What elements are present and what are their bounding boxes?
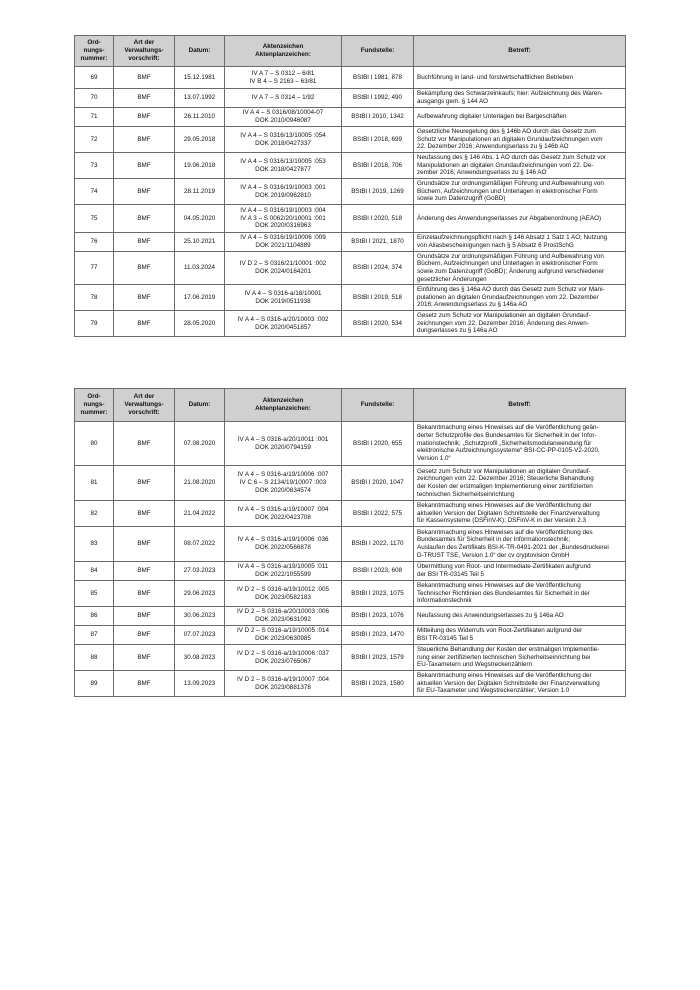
- cell-line: Bekanntmachung eines Hinweises auf die Veröffentlichung des: [417, 528, 593, 536]
- cell-aktenzeichen: [225, 233, 342, 252]
- cell-line: D-TRUST TSE, Version 1.0“ der cv cryptovision GmbH: [417, 551, 570, 559]
- cell-datum: 30.08.2023: [175, 645, 225, 671]
- cell-nr: 77: [75, 252, 114, 285]
- cell-art: BMF: [114, 562, 175, 581]
- cell-nr: 85: [75, 581, 114, 607]
- cell-line: IV A 4 – S 0316-a/20/10003 :002: [237, 315, 329, 323]
- cell-aktenzeichen: [225, 422, 342, 466]
- cell-fundstelle: BStBl I 2024, 374: [342, 252, 414, 285]
- table-header: [75, 36, 626, 67]
- cell-line: für EU-Taxameter und Wegstreckenzähler; Version 1.0: [417, 687, 570, 695]
- cell-datum: 13.09.2023: [175, 671, 225, 697]
- cell-nr: 74: [75, 179, 114, 205]
- cell-line: DOK 2023/0630985: [255, 635, 311, 642]
- cell-nr: 87: [75, 626, 114, 645]
- cell-art: BMF: [114, 626, 175, 645]
- cell-line: DOK 2019/0962810: [255, 191, 311, 199]
- cell-line: DOK 2021/1104889: [255, 242, 311, 249]
- cell-fundstelle: BStBl I 2019, 1269: [342, 179, 414, 205]
- cell-line: DOK 2022/1055599: [255, 571, 311, 578]
- cell-datum: 08.07.2022: [175, 527, 225, 562]
- cell-line: IV D 2 – S 0316-a/19/10006 :037: [236, 649, 330, 657]
- cell-aktenzeichen: [225, 562, 342, 581]
- cell-line: IV A 4 – S 0316/19/10003 :001: [240, 183, 326, 191]
- cell-art: BMF: [114, 179, 175, 205]
- cell-betreff: [414, 645, 626, 671]
- cell-line: IV A 4 – S 0316-a/20/10011 :001: [237, 435, 329, 443]
- cell-line: DOK 2024/0184201: [255, 268, 311, 275]
- cell-line: DOK 2022/0566878: [255, 544, 311, 551]
- cell-datum: 25.10.2021: [175, 233, 225, 252]
- cell-line: pulationen an digitalen Grundaufzeichnungen vom 22. Dezember: [417, 293, 599, 301]
- cell-art: BMF: [114, 501, 175, 527]
- cell-aktenzeichen: [225, 581, 342, 607]
- cell-nr: 88: [75, 645, 114, 671]
- table-body: [75, 422, 626, 697]
- cell-art: BMF: [114, 311, 175, 337]
- cell-art: BMF: [114, 607, 175, 626]
- cell-fundstelle: BStBl I 2020, 655: [342, 422, 414, 466]
- cell-art: BMF: [114, 466, 175, 501]
- cell-line: IV A 3 – S 0062/20/10001 :001: [240, 214, 326, 222]
- cell-line: Büchern, Aufzeichnungen und Unterlagen in elektronischer Form: [417, 187, 598, 195]
- cell-fundstelle: BStBl I 2010, 1342: [342, 108, 414, 127]
- cell-line: DOK 2020/0794159: [255, 443, 311, 451]
- cell-aktenzeichen: [225, 311, 342, 337]
- cell-nr: 70: [75, 89, 114, 108]
- cell-line: Datum:: [188, 401, 211, 409]
- table-row: [75, 607, 626, 626]
- cell-line: rung einer zertifizierten technischen Sicherheitseinrichtung bei: [417, 653, 591, 661]
- cell-line: Art der: [133, 393, 155, 401]
- cell-line: DOK 2020/0316963: [255, 222, 311, 230]
- cell-line: DOK 2018/0427337: [255, 139, 311, 147]
- table-row: [75, 562, 626, 581]
- cell-line: DOK 2023/0765067: [255, 657, 311, 665]
- col-header-aktenzeichen: [225, 389, 342, 422]
- cell-datum: 19.06.2018: [175, 153, 225, 179]
- table-header: [75, 389, 626, 422]
- cell-datum: 27.03.2023: [175, 562, 225, 581]
- cell-fundstelle: BStBl I 2023, 1579: [342, 645, 414, 671]
- cell-line: sowie zum Datenzugriff (GoBD); Änderung aufgrund verschiedener: [417, 268, 605, 275]
- cell-betreff: [414, 581, 626, 607]
- table-row: [75, 127, 626, 153]
- cell-line: Bekanntmachung eines Hinweises auf die Veröffentlichung: [417, 581, 581, 589]
- cell-line: Betreff:: [508, 47, 531, 55]
- cell-line: IV A 4 – S 0316-a/18/10001: [244, 289, 322, 297]
- cell-datum: 29.06.2023: [175, 581, 225, 607]
- cell-line: DOK 2023/0582183: [255, 593, 311, 601]
- cell-betreff: [414, 67, 626, 89]
- cell-line: DOK 2019/0511938: [255, 297, 311, 305]
- cell-line: Übermittlung von Root- und Intermediate-Zertifikaten aufgrund: [417, 563, 591, 571]
- cell-betreff: [414, 108, 626, 127]
- col-header-art: [114, 36, 175, 67]
- cell-line: derter Schutzprofile des Bundesamtes für Sicherheit in der Infor-: [417, 431, 597, 439]
- cell-line: Bekanntmachung eines Hinweises auf die Veröffentlichung der: [417, 501, 592, 509]
- cell-line: von Aliasbescheinigungen nach § 5 Absatz 6 ProstSchG: [417, 242, 574, 249]
- cell-line: der BSI TR-03145 Teil 5: [417, 571, 484, 578]
- cell-line: DOK 2018/0427877: [255, 165, 311, 173]
- cell-line: IV D 2 – S 0316-a/20/10003 :006: [236, 608, 330, 616]
- col-header-betreff: [414, 389, 626, 422]
- cell-betreff: [414, 671, 626, 697]
- table-body: [75, 67, 626, 337]
- cell-aktenzeichen: [225, 153, 342, 179]
- cell-line: aktuellen Version der Digitalen Schnittstelle der Finanzverwaltung: [417, 509, 600, 517]
- cell-art: BMF: [114, 252, 175, 285]
- cell-line: Gesetz zum Schutz vor Manipulationen an digitalen Grundauf-: [417, 311, 591, 319]
- cell-line: IV A 4 – S 0316/13/10005 :053: [240, 157, 326, 165]
- cell-betreff: [414, 285, 626, 311]
- cell-line: IV B 4 – S 2163 – 63/81: [249, 77, 317, 85]
- cell-line: vorschrift:: [128, 408, 160, 416]
- cell-line: Verwaltungs-: [124, 401, 164, 409]
- cell-line: DOK 2020/0834574: [255, 486, 311, 494]
- cell-betreff: [414, 626, 626, 645]
- cell-line: Änderung des Anwendungserlasses zur Abgabenordnung (AEAO): [417, 214, 602, 222]
- col-header-betreff: [414, 36, 626, 67]
- cell-line: Bekämpfung des Schwarzeinkaufs; hier: Aufzeichnung des Waren-: [417, 90, 603, 98]
- cell-line: IV A 4 – S 0316/19/10003 :004: [240, 206, 326, 214]
- cell-line: Bundesamtes für Sicherheit in der Informationstechnik;: [417, 536, 570, 544]
- cell-betreff: [414, 527, 626, 562]
- cell-line: Fundstelle:: [360, 401, 395, 409]
- cell-nr: 83: [75, 527, 114, 562]
- cell-line: Aktenzeichen: [262, 43, 304, 51]
- cell-line: Bekanntmachung eines Hinweises auf die Veröffentlichung der: [417, 671, 592, 679]
- cell-line: EU-Taxametern und Wegstreckenzählern: [417, 661, 533, 669]
- cell-line: IV A 4 – S 0316/13/10005 :054: [240, 131, 326, 139]
- cell-nr: 89: [75, 671, 114, 697]
- cell-art: BMF: [114, 645, 175, 671]
- cell-fundstelle: BStBl I 2023, 1075: [342, 581, 414, 607]
- cell-line: elektronische Aufzeichnungssysteme“ BSI-CC-PP-0105-V2-2020,: [417, 447, 600, 455]
- table-row: [75, 466, 626, 501]
- cell-line: Manipulationen an digitalen Grundaufzeichnungen vom 22. De-: [417, 161, 594, 169]
- cell-aktenzeichen: [225, 527, 342, 562]
- cell-line: IV A 7 – S 0312 – 6/81: [251, 69, 315, 77]
- cell-line: aktuellen Version der Digitalen Schnittstelle der Finanzverwaltung: [417, 679, 600, 687]
- cell-nr: 80: [75, 422, 114, 466]
- cell-art: BMF: [114, 671, 175, 697]
- cell-nr: 82: [75, 501, 114, 527]
- table-row: [75, 89, 626, 108]
- cell-line: IV D 2 – S 0316-a/19/10007 :004: [236, 675, 330, 683]
- cell-nr: 71: [75, 108, 114, 127]
- cell-line: DOK 2023/0631092: [255, 616, 311, 623]
- cell-aktenzeichen: [225, 108, 342, 127]
- cell-nr: 84: [75, 562, 114, 581]
- cell-line: IV D 2 – S 0316/21/10001 :002: [239, 260, 327, 268]
- cell-aktenzeichen: [225, 626, 342, 645]
- cell-line: DOK 2020/0451857: [255, 323, 311, 331]
- regulation-table-1: [74, 35, 626, 337]
- cell-line: Version 1.0“: [417, 455, 451, 462]
- cell-line: 2016; Anwendungserlass zu § 146a AO: [417, 301, 528, 309]
- table-row: [75, 153, 626, 179]
- cell-line: nummer:: [80, 408, 108, 416]
- cell-fundstelle: BStBl I 1992, 490: [342, 89, 414, 108]
- cell-fundstelle: BStBl I 2023, 608: [342, 562, 414, 581]
- cell-line: Steuerliche Behandlung der Kosten der erstmaligen Implementie-: [417, 645, 600, 653]
- cell-line: Buchführung in land- und forstwirtschaftlichen Betrieben: [417, 73, 574, 81]
- cell-line: IV A 4 – S 0316-a/19/10005 :011: [237, 563, 329, 571]
- cell-art: BMF: [114, 127, 175, 153]
- cell-datum: 07.08.2020: [175, 422, 225, 466]
- cell-datum: 28.05.2020: [175, 311, 225, 337]
- cell-aktenzeichen: [225, 501, 342, 527]
- cell-datum: 11.03.2024: [175, 252, 225, 285]
- cell-line: Gesetz zum Schutz vor Manipulationen an digitalen Grundauf-: [417, 467, 591, 475]
- cell-line: Neufassung des Anwendungserlasses zu § 146a AO: [417, 612, 564, 620]
- cell-line: Informationstechnik: [417, 597, 472, 605]
- cell-line: Ord-: [87, 393, 101, 401]
- cell-nr: 69: [75, 67, 114, 89]
- cell-nr: 81: [75, 466, 114, 501]
- cell-fundstelle: BStBl I 2023, 1580: [342, 671, 414, 697]
- cell-line: 22. Dezember 2016; Anwendungserlass zu § 146b AO: [417, 143, 569, 151]
- cell-datum: 30.06.2023: [175, 607, 225, 626]
- col-header-fundstelle: [342, 36, 414, 67]
- cell-datum: 15.12.1981: [175, 67, 225, 89]
- cell-nr: 76: [75, 233, 114, 252]
- cell-line: Aufbewahrung digitaler Unterlagen bei Bargeschäften: [417, 113, 567, 121]
- cell-betreff: [414, 153, 626, 179]
- cell-aktenzeichen: [225, 89, 342, 108]
- cell-line: für Kassensysteme (DSFinV-K); DSFinV-K in der Version 2.3: [417, 517, 587, 525]
- cell-art: BMF: [114, 233, 175, 252]
- cell-fundstelle: BStBl I 2021, 1870: [342, 233, 414, 252]
- cell-fundstelle: BStBl I 2020, 1047: [342, 466, 414, 501]
- cell-aktenzeichen: [225, 252, 342, 285]
- table-row: [75, 527, 626, 562]
- cell-line: IV D 2 – S 0316-a/19/10005 :014: [236, 627, 330, 635]
- cell-line: Einführung des § 146a AO durch das Gesetz zum Schutz vor Mani-: [417, 285, 605, 293]
- cell-line: DOK 2010/0946087: [255, 117, 311, 124]
- cell-aktenzeichen: [225, 285, 342, 311]
- cell-nr: 72: [75, 127, 114, 153]
- cell-art: BMF: [114, 89, 175, 108]
- cell-fundstelle: BStBl I 2020, 534: [342, 311, 414, 337]
- cell-betreff: [414, 127, 626, 153]
- cell-line: Art der: [133, 39, 155, 47]
- cell-fundstelle: BStBl I 1981, 878: [342, 67, 414, 89]
- cell-fundstelle: BStBl I 2023, 1470: [342, 626, 414, 645]
- table-row: [75, 233, 626, 252]
- cell-betreff: [414, 562, 626, 581]
- cell-fundstelle: BStBl I 2020, 518: [342, 205, 414, 233]
- cell-datum: 29.05.2018: [175, 127, 225, 153]
- cell-fundstelle: BStBl I 2018, 706: [342, 153, 414, 179]
- regulation-table-2: [74, 388, 626, 697]
- cell-line: der Kosten der erstmaligen Implementierung einer zertifizierten: [417, 483, 593, 490]
- cell-line: Mitteilung des Widerrufs von Root-Zertifikaten aufgrund der: [417, 627, 583, 635]
- cell-aktenzeichen: [225, 179, 342, 205]
- cell-datum: 13.07.1992: [175, 89, 225, 108]
- cell-art: BMF: [114, 422, 175, 466]
- cell-nr: 78: [75, 285, 114, 311]
- cell-line: IV A 4 – S 0316-a/19/10006 :007: [237, 471, 329, 479]
- cell-fundstelle: BStBl I 2022, 575: [342, 501, 414, 527]
- col-header-art: [114, 389, 175, 422]
- cell-line: IV A 4 – S 0316-a/19/10006 :036: [237, 536, 329, 544]
- cell-art: BMF: [114, 285, 175, 311]
- col-header-datum: [175, 36, 225, 67]
- cell-datum: 28.11.2019: [175, 179, 225, 205]
- cell-line: mationstechnik; „Schutzprofil „Sicherheitsmodulanwendung für: [417, 439, 592, 447]
- cell-line: zeichnungen vom 22. Dezember 2016; Änderung des Anwen-: [417, 319, 589, 327]
- cell-line: dungserlasses zu § 146a AO: [417, 327, 498, 335]
- table-row: [75, 501, 626, 527]
- cell-line: IV A 7 – S 0314 – 1/92: [251, 94, 315, 102]
- cell-aktenzeichen: [225, 127, 342, 153]
- cell-betreff: [414, 422, 626, 466]
- cell-line: Betreff:: [508, 401, 531, 409]
- cell-line: Datum:: [188, 47, 211, 55]
- cell-line: Aktenplanzeichen:: [255, 405, 311, 412]
- cell-aktenzeichen: [225, 466, 342, 501]
- cell-art: BMF: [114, 67, 175, 89]
- cell-fundstelle: BStBl I 2019, 518: [342, 285, 414, 311]
- col-header-aktenzeichen: [225, 36, 342, 67]
- cell-fundstelle: BStBl I 2018, 699: [342, 127, 414, 153]
- col-header-nr: [75, 389, 114, 422]
- cell-datum: 07.07.2023: [175, 626, 225, 645]
- cell-nr: 73: [75, 153, 114, 179]
- cell-line: Aktenplanzeichen:: [255, 51, 311, 58]
- cell-line: Ord-: [87, 39, 101, 47]
- cell-betreff: [414, 311, 626, 337]
- cell-line: Grundsätze zur ordnungsmäßigen Führung und Aufbewahrung von: [417, 179, 604, 187]
- col-header-nr: [75, 36, 114, 67]
- table-row: [75, 252, 626, 285]
- table-row: [75, 67, 626, 89]
- cell-line: Technischer Richtlinien des Bundesamtes für Sicherheit in der: [417, 589, 590, 597]
- cell-line: vorschrift:: [128, 54, 160, 62]
- cell-line: Bekanntmachung eines Hinweises auf die Veröffentlichung geän-: [417, 424, 599, 432]
- table-row: [75, 205, 626, 233]
- cell-betreff: [414, 252, 626, 285]
- cell-line: BSI TR-03145 Teil 5: [417, 635, 474, 642]
- cell-nr: 79: [75, 311, 114, 337]
- cell-betreff: [414, 179, 626, 205]
- cell-line: Auslaufen des Zertifikats BSI-K-TR-0491-2021 der „Bundesdruckerei: [417, 544, 609, 551]
- table-row: [75, 645, 626, 671]
- cell-line: IV C 6 – S 2134/19/10007 :003: [239, 479, 327, 487]
- cell-line: zember 2016; Anwendungserlass zu § 146 AO: [417, 169, 547, 177]
- cell-art: BMF: [114, 153, 175, 179]
- cell-art: BMF: [114, 527, 175, 562]
- cell-aktenzeichen: [225, 671, 342, 697]
- cell-aktenzeichen: [225, 607, 342, 626]
- cell-betreff: [414, 89, 626, 108]
- cell-betreff: [414, 607, 626, 626]
- table-row: [75, 285, 626, 311]
- cell-line: Einzelaufzeichnungspflicht nach § 146 Absatz 1 Satz 1 AO; Nutzung: [417, 234, 608, 242]
- cell-line: nummer:: [80, 54, 108, 62]
- cell-line: Verwaltungs-: [124, 47, 164, 55]
- cell-betreff: [414, 205, 626, 233]
- cell-line: gesetzlicher Änderungen: [417, 275, 487, 283]
- cell-line: DOK 2023/0881378: [255, 683, 311, 691]
- cell-art: BMF: [114, 108, 175, 127]
- cell-line: Büchern, Aufzeichnungen und Unterlagen in elektronischer Form: [417, 260, 598, 268]
- table-row: [75, 422, 626, 466]
- cell-betreff: [414, 233, 626, 252]
- cell-datum: 21.04.2022: [175, 501, 225, 527]
- col-header-fundstelle: [342, 389, 414, 422]
- cell-line: Schutz vor Manipulationen an digitalen Grundaufzeichnungen vom: [417, 135, 603, 143]
- cell-line: Neufassung des § 146 Abs. 1 AO durch das Gesetz zum Schutz vor: [417, 153, 607, 161]
- cell-line: IV D 2 – S 0316-a/19/10012 :005: [236, 585, 330, 593]
- cell-line: IV A 4 – S 0316/08/10004-07: [242, 109, 324, 117]
- cell-line: nungs-: [83, 401, 105, 409]
- cell-aktenzeichen: [225, 67, 342, 89]
- cell-aktenzeichen: [225, 205, 342, 233]
- cell-datum: 26.11.2010: [175, 108, 225, 127]
- table-row: [75, 671, 626, 697]
- cell-datum: 04.05.2020: [175, 205, 225, 233]
- cell-betreff: [414, 466, 626, 501]
- table-row: [75, 626, 626, 645]
- cell-line: nungs-: [83, 47, 105, 55]
- cell-line: Fundstelle:: [360, 47, 395, 55]
- table-row: [75, 581, 626, 607]
- cell-nr: 86: [75, 607, 114, 626]
- table-row: [75, 108, 626, 127]
- cell-line: sowie zum Datenzugriff (GoBD): [417, 195, 506, 203]
- cell-fundstelle: BStBl I 2023, 1076: [342, 607, 414, 626]
- cell-datum: 21.08.2020: [175, 466, 225, 501]
- table-row: [75, 179, 626, 205]
- cell-fundstelle: BStBl I 2022, 1170: [342, 527, 414, 562]
- cell-betreff: [414, 501, 626, 527]
- cell-line: IV A 4 – S 0316-a/19/10007 :004: [237, 505, 329, 513]
- cell-art: BMF: [114, 581, 175, 607]
- cell-line: technischen Sicherheitseinrichtung: [417, 490, 515, 498]
- cell-line: IV A 4 – S 0316/19/10006 :009: [240, 234, 326, 242]
- table-row: [75, 311, 626, 337]
- cell-line: DOK 2022/0423708: [255, 513, 311, 521]
- cell-line: ausgangs gem. § 144 AO: [417, 98, 489, 105]
- cell-line: Gesetzliche Neuregelung des § 146b AO durch das Gesetz zum: [417, 127, 596, 135]
- cell-aktenzeichen: [225, 645, 342, 671]
- cell-art: BMF: [114, 205, 175, 233]
- cell-line: Aktenzeichen: [262, 397, 304, 405]
- cell-datum: 17.06.2019: [175, 285, 225, 311]
- col-header-datum: [175, 389, 225, 422]
- cell-line: Grundsätze zur ordnungsmäßigen Führung und Aufbewahrung von: [417, 252, 604, 260]
- cell-line: zeichnungen vom 22. Dezember 2016; Steuerliche Behandlung: [417, 475, 594, 483]
- cell-nr: 75: [75, 205, 114, 233]
